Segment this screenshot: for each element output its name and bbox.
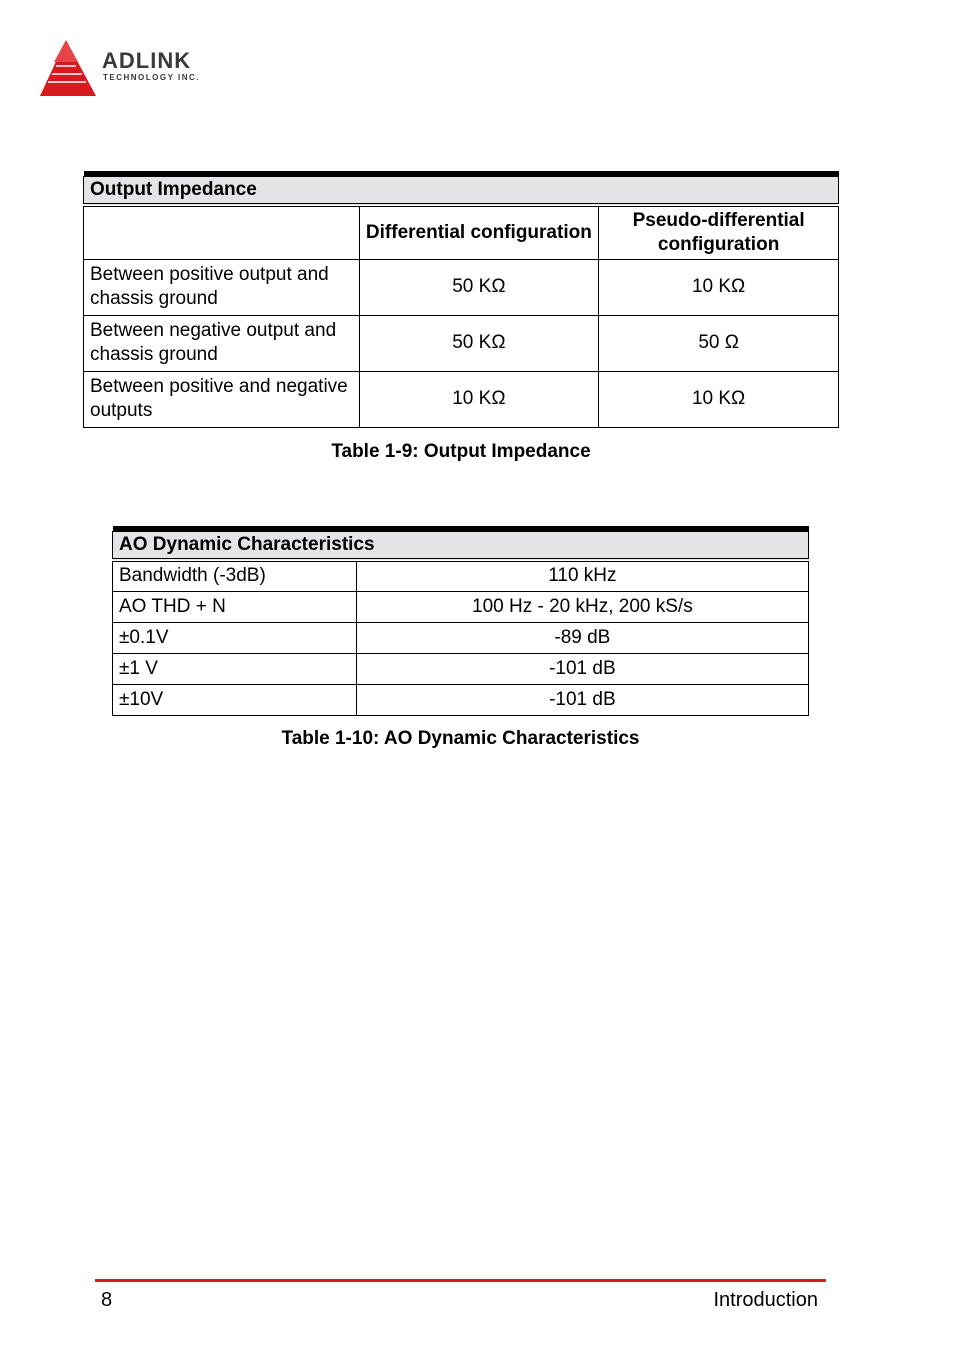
row-label: Between positive and negative outputs: [84, 371, 360, 427]
section-name: Introduction: [713, 1289, 818, 1311]
footer-divider: [95, 1279, 826, 1282]
cell-differential: 50 KΩ: [359, 315, 599, 371]
column-header-empty: [84, 205, 360, 259]
cell-differential: 10 KΩ: [359, 371, 599, 427]
output-impedance-table: [83, 171, 839, 428]
row-value: -89 dB: [356, 622, 808, 653]
ao-dynamic-characteristics-table: [112, 526, 809, 716]
row-value: 110 kHz: [356, 560, 808, 591]
cell-pseudo-differential: 50 Ω: [599, 315, 839, 371]
table-row: [113, 622, 809, 653]
row-value: -101 dB: [356, 653, 808, 684]
row-value: 100 Hz - 20 kHz, 200 kS/s: [356, 591, 808, 622]
table-row: [84, 315, 839, 371]
table-title: AO Dynamic Characteristics: [113, 532, 809, 561]
row-label: ±1 V: [113, 653, 357, 684]
table-row: [113, 591, 809, 622]
table-title: Output Impedance: [84, 177, 839, 206]
brand-tagline: TECHNOLOGY INC.: [103, 73, 201, 82]
table-row: [84, 259, 839, 315]
row-label: Between positive output and chassis ground: [84, 259, 360, 315]
row-label: ±0.1V: [113, 622, 357, 653]
cell-differential: 50 KΩ: [359, 259, 599, 315]
table-header-row: [84, 205, 839, 259]
table-row: [84, 371, 839, 427]
column-header-pseudo-differential: Pseudo-differential configuration: [599, 205, 839, 259]
row-label: ±10V: [113, 684, 357, 715]
row-label: Bandwidth (-3dB): [113, 560, 357, 591]
row-value: -101 dB: [356, 684, 808, 715]
table-caption: Table 1-9: Output Impedance: [331, 441, 591, 462]
cell-pseudo-differential: 10 KΩ: [599, 371, 839, 427]
table-row: [113, 560, 809, 591]
company-logo: [38, 38, 238, 100]
page-number: 8: [101, 1289, 113, 1311]
row-label: AO THD + N: [113, 591, 357, 622]
table-row: [113, 684, 809, 715]
brand-name: ADLINK: [102, 48, 192, 73]
cell-pseudo-differential: 10 KΩ: [599, 259, 839, 315]
table-caption: Table 1-10: AO Dynamic Characteristics: [281, 728, 640, 749]
table-row: [113, 653, 809, 684]
adlink-triangle-icon: [38, 38, 98, 98]
column-header-differential: Differential configuration: [359, 205, 599, 259]
row-label: Between negative output and chassis ground: [84, 315, 360, 371]
